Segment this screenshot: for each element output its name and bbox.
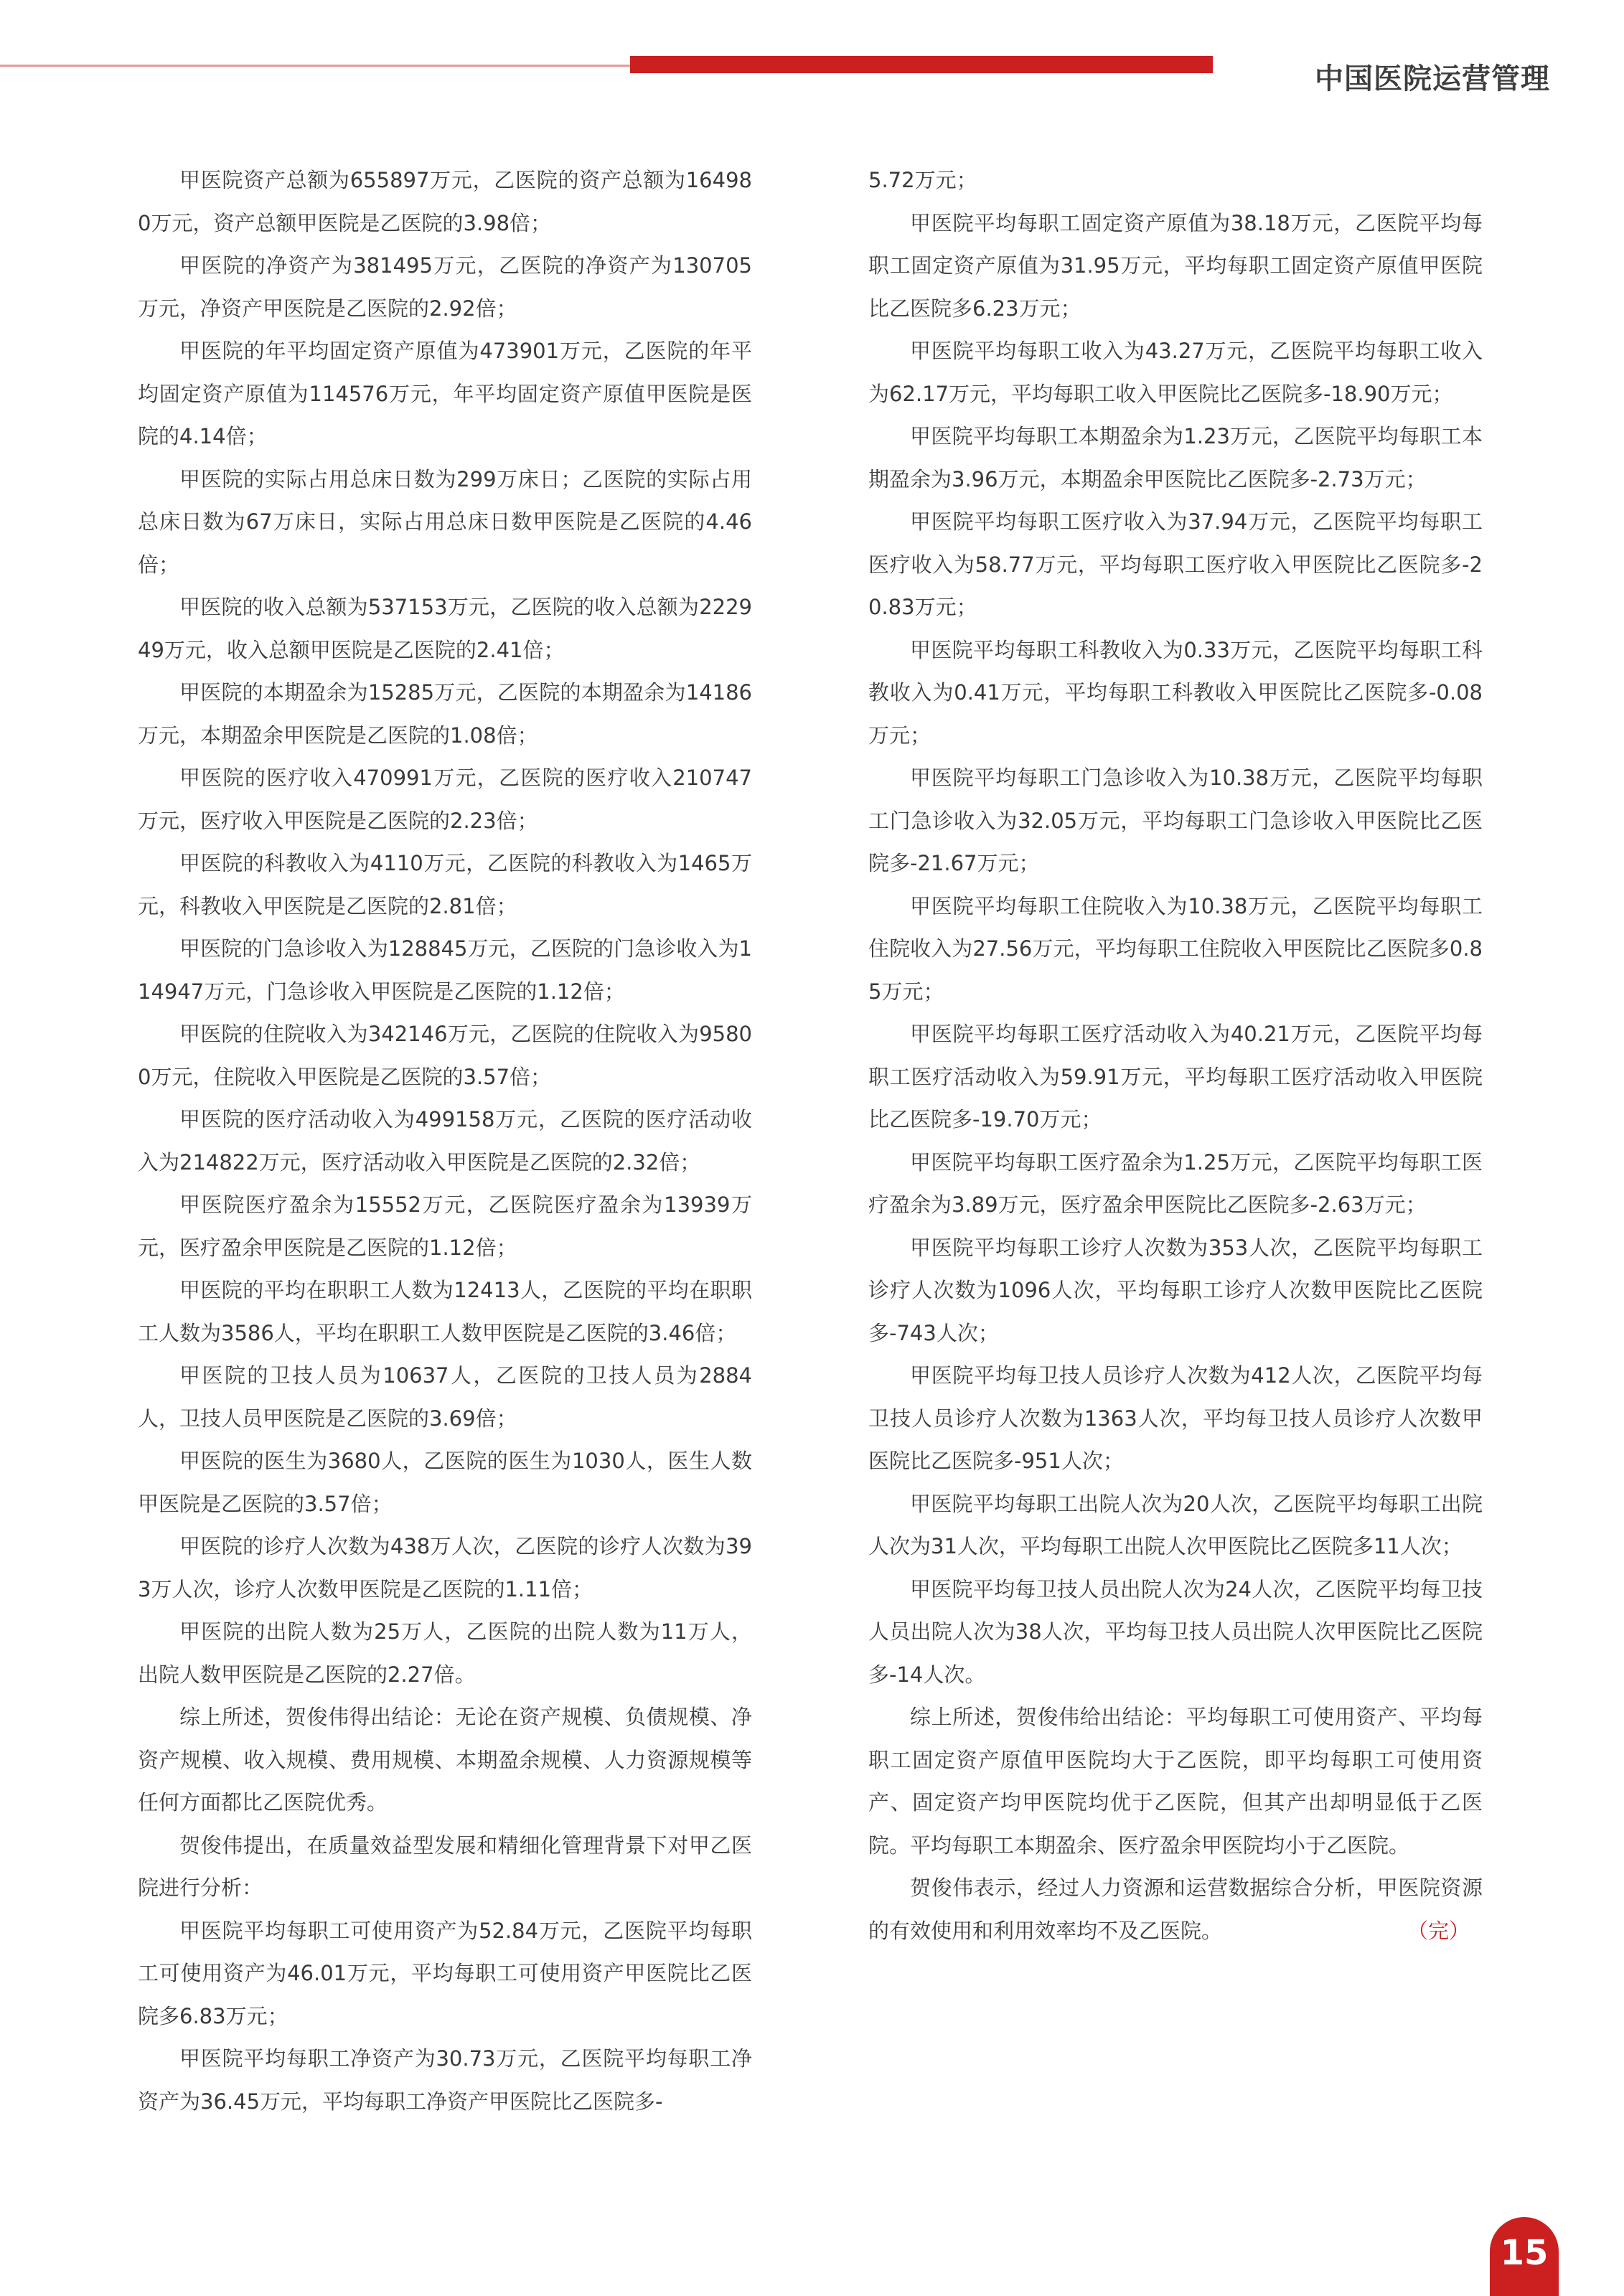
paragraph: 甲医院的医疗活动收入为499158万元，乙医院的医疗活动收入为214822万元，医疗活动收入甲医院是乙医院的2.32倍； [138,1107,752,1175]
paragraph: 甲医院的门急诊收入为128845万元，乙医院的门急诊收入为114947万元，门急诊收入甲医院是乙医院的1.12倍； [138,936,752,1004]
paragraph: 甲医院平均每职工医疗活动收入为40.21万元，乙医院平均每职工医疗活动收入为59.91万元，平均每职工医疗活动收入甲医院比乙医院多-19.70万元； [868,1022,1483,1131]
paragraph: 甲医院平均每职工医疗收入为37.94万元，乙医院平均每职工医疗收入为58.77万元，平均每职工医疗收入甲医院比乙医院多-20.83万元； [868,509,1483,619]
paragraph: 甲医院的住院收入为342146万元，乙医院的住院收入为95800万元，住院收入甲医院是乙医院的3.57倍； [138,1022,752,1089]
paragraph: 甲医院平均每职工门急诊收入为10.38万元，乙医院平均每职工门急诊收入为32.05万元，平均每职工门急诊收入甲医院比乙医院多-21.67万元； [868,766,1483,875]
paragraph: 甲医院平均每卫技人员出院人次为24人次，乙医院平均每卫技人员出院人次为38人次，平均每卫技人员出院人次甲医院比乙医院多-14人次。 [868,1576,1483,1687]
paragraph: 甲医院平均每职工可使用资产为52.84万元，乙医院平均每职工可使用资产为46.01万元，平均每职工可使用资产甲医院比乙医院多6.83万元； [138,1918,752,2028]
right-column [868,159,1483,1952]
paragraph-continuation: 5.72万元； [868,168,977,192]
paragraph: 甲医院平均每职工收入为43.27万元，乙医院平均每职工收入为62.17万元，平均每职工收入甲医院比乙医院多-18.90万元； [868,339,1483,406]
paragraph: 甲医院平均每职工固定资产原值为38.18万元，乙医院平均每职工固定资产原值为31.95万元，平均每职工固定资产原值甲医院比乙医院多6.23万元； [868,210,1483,321]
final-paragraph [868,1867,1483,1952]
header-rule-red [630,56,1213,73]
paragraph: 甲医院的医疗收入470991万元，乙医院的医疗收入210747万元，医疗收入甲医院是乙医院的2.23倍； [138,766,752,833]
left-column [138,159,752,2123]
paragraph: 综上所述，贺俊伟得出结论：无论在资产规模、负债规模、净资产规模、收入规模、费用规模、本期盈余规模、人力资源规模等任何方面都比乙医院优秀。 [138,1705,752,1815]
paragraph: 甲医院的收入总额为537153万元，乙医院的收入总额为222949万元，收入总额甲医院是乙医院的2.41倍； [138,595,752,662]
paragraph: 甲医院平均每职工出院人次为20人次，乙医院平均每职工出院人次为31人次，平均每职工出院人次甲医院比乙医院多11人次； [868,1491,1483,1558]
page-number: 15 [1490,2217,1559,2296]
paragraph: 甲医院的本期盈余为15285万元，乙医院的本期盈余为14186万元，本期盈余甲医院是乙医院的1.08倍； [138,680,752,748]
paragraph: 甲医院平均每职工医疗盈余为1.25万元，乙医院平均每职工医疗盈余为3.89万元，医疗盈余甲医院比乙医院多-2.63万元； [868,1149,1483,1217]
paragraph: 甲医院平均每职工住院收入为10.38万元，乙医院平均每职工住院收入为27.56万元，平均每职工住院收入甲医院比乙医院多0.85万元； [868,893,1483,1004]
paragraph: 甲医院的平均在职职工人数为12413人，乙医院的平均在职职工人数为3586人，平均在职职工人数甲医院是乙医院的3.46倍； [138,1278,752,1345]
header-rule-thin [0,65,632,67]
paragraph: 甲医院的诊疗人次数为438万人次，乙医院的诊疗人次数为393万人次，诊疗人次数甲医院是乙医院的1.11倍； [138,1534,752,1601]
paragraph: 甲医院的医生为3680人，乙医院的医生为1030人，医生人数甲医院是乙医院的3.57倍； [138,1449,752,1516]
end-mark: （完） [1407,1918,1470,1943]
paragraph: 甲医院平均每职工净资产为30.73万元，乙医院平均每职工净资产为36.45万元，平均每职工净资产甲医院比乙医院多- [138,2046,752,2114]
paragraph: 甲医院平均每卫技人员诊疗人次数为412人次，乙医院平均每卫技人员诊疗人次数为1363人次，平均每卫技人员诊疗人次数甲医院比乙医院多-951人次； [868,1363,1483,1473]
paragraph: 甲医院平均每职工诊疗人次数为353人次，乙医院平均每职工诊疗人次数为1096人次，平均每职工诊疗人次数甲医院比乙医院多-743人次； [868,1235,1483,1345]
paragraph: 甲医院资产总额为655897万元，乙医院的资产总额为164980万元，资产总额甲医院是乙医院的3.98倍； [138,168,752,235]
paragraph: 甲医院的科教收入为4110万元，乙医院的科教收入为1465万元，科教收入甲医院是乙医院的2.81倍； [138,851,752,918]
paragraph: 甲医院的净资产为381495万元，乙医院的净资产为130705万元，净资产甲医院是乙医院的2.92倍； [138,253,752,321]
paragraph: 甲医院的出院人数为25万人，乙医院的出院人数为11万人，出院人数甲医院是乙医院的2.27倍。 [138,1619,752,1687]
journal-title: 中国医院运营管理 [1315,62,1550,95]
paragraph: 甲医院的卫技人员为10637人，乙医院的卫技人员为2884人，卫技人员甲医院是乙医院的3.69倍； [138,1363,752,1431]
paragraph: 甲医院平均每职工本期盈余为1.23万元，乙医院平均每职工本期盈余为3.96万元，本期盈余甲医院比乙医院多-2.73万元； [868,424,1483,491]
paragraph: 甲医院的实际占用总床日数为299万床日；乙医院的实际占用总床日数为67万床日，实际占用总床日数甲医院是乙医院的4.46倍； [138,466,752,577]
paragraph: 甲医院的年平均固定资产原值为473901万元，乙医院的年平均固定资产原值为114576万元，年平均固定资产原值甲医院是医院的4.14倍； [138,339,752,448]
paragraph: 甲医院平均每职工科教收入为0.33万元，乙医院平均每职工科教收入为0.41万元，平均每职工科教收入甲医院比乙医院多-0.08万元； [868,637,1483,748]
paragraph: 贺俊伟提出，在质量效益型发展和精细化管理背景下对甲乙医院进行分析： [138,1832,752,1900]
paragraph: 综上所述，贺俊伟给出结论：平均每职工可使用资产、平均每职工固定资产原值甲医院均大于乙医院，即平均每职工可使用资产、固定资产均甲医院均优于乙医院，但其产出却明显低于乙医院。平均每职工本期盈余、医疗盈余甲医院均小于乙医院。 [868,1705,1483,1858]
paragraph: 甲医院医疗盈余为15552万元，乙医院医疗盈余为13939万元，医疗盈余甲医院是乙医院的1.12倍； [138,1192,752,1260]
paragraph-text: 贺俊伟表示，经过人力资源和运营数据综合分析，甲医院资源的有效使用和利用效率均不及乙医院。 [868,1876,1483,1943]
